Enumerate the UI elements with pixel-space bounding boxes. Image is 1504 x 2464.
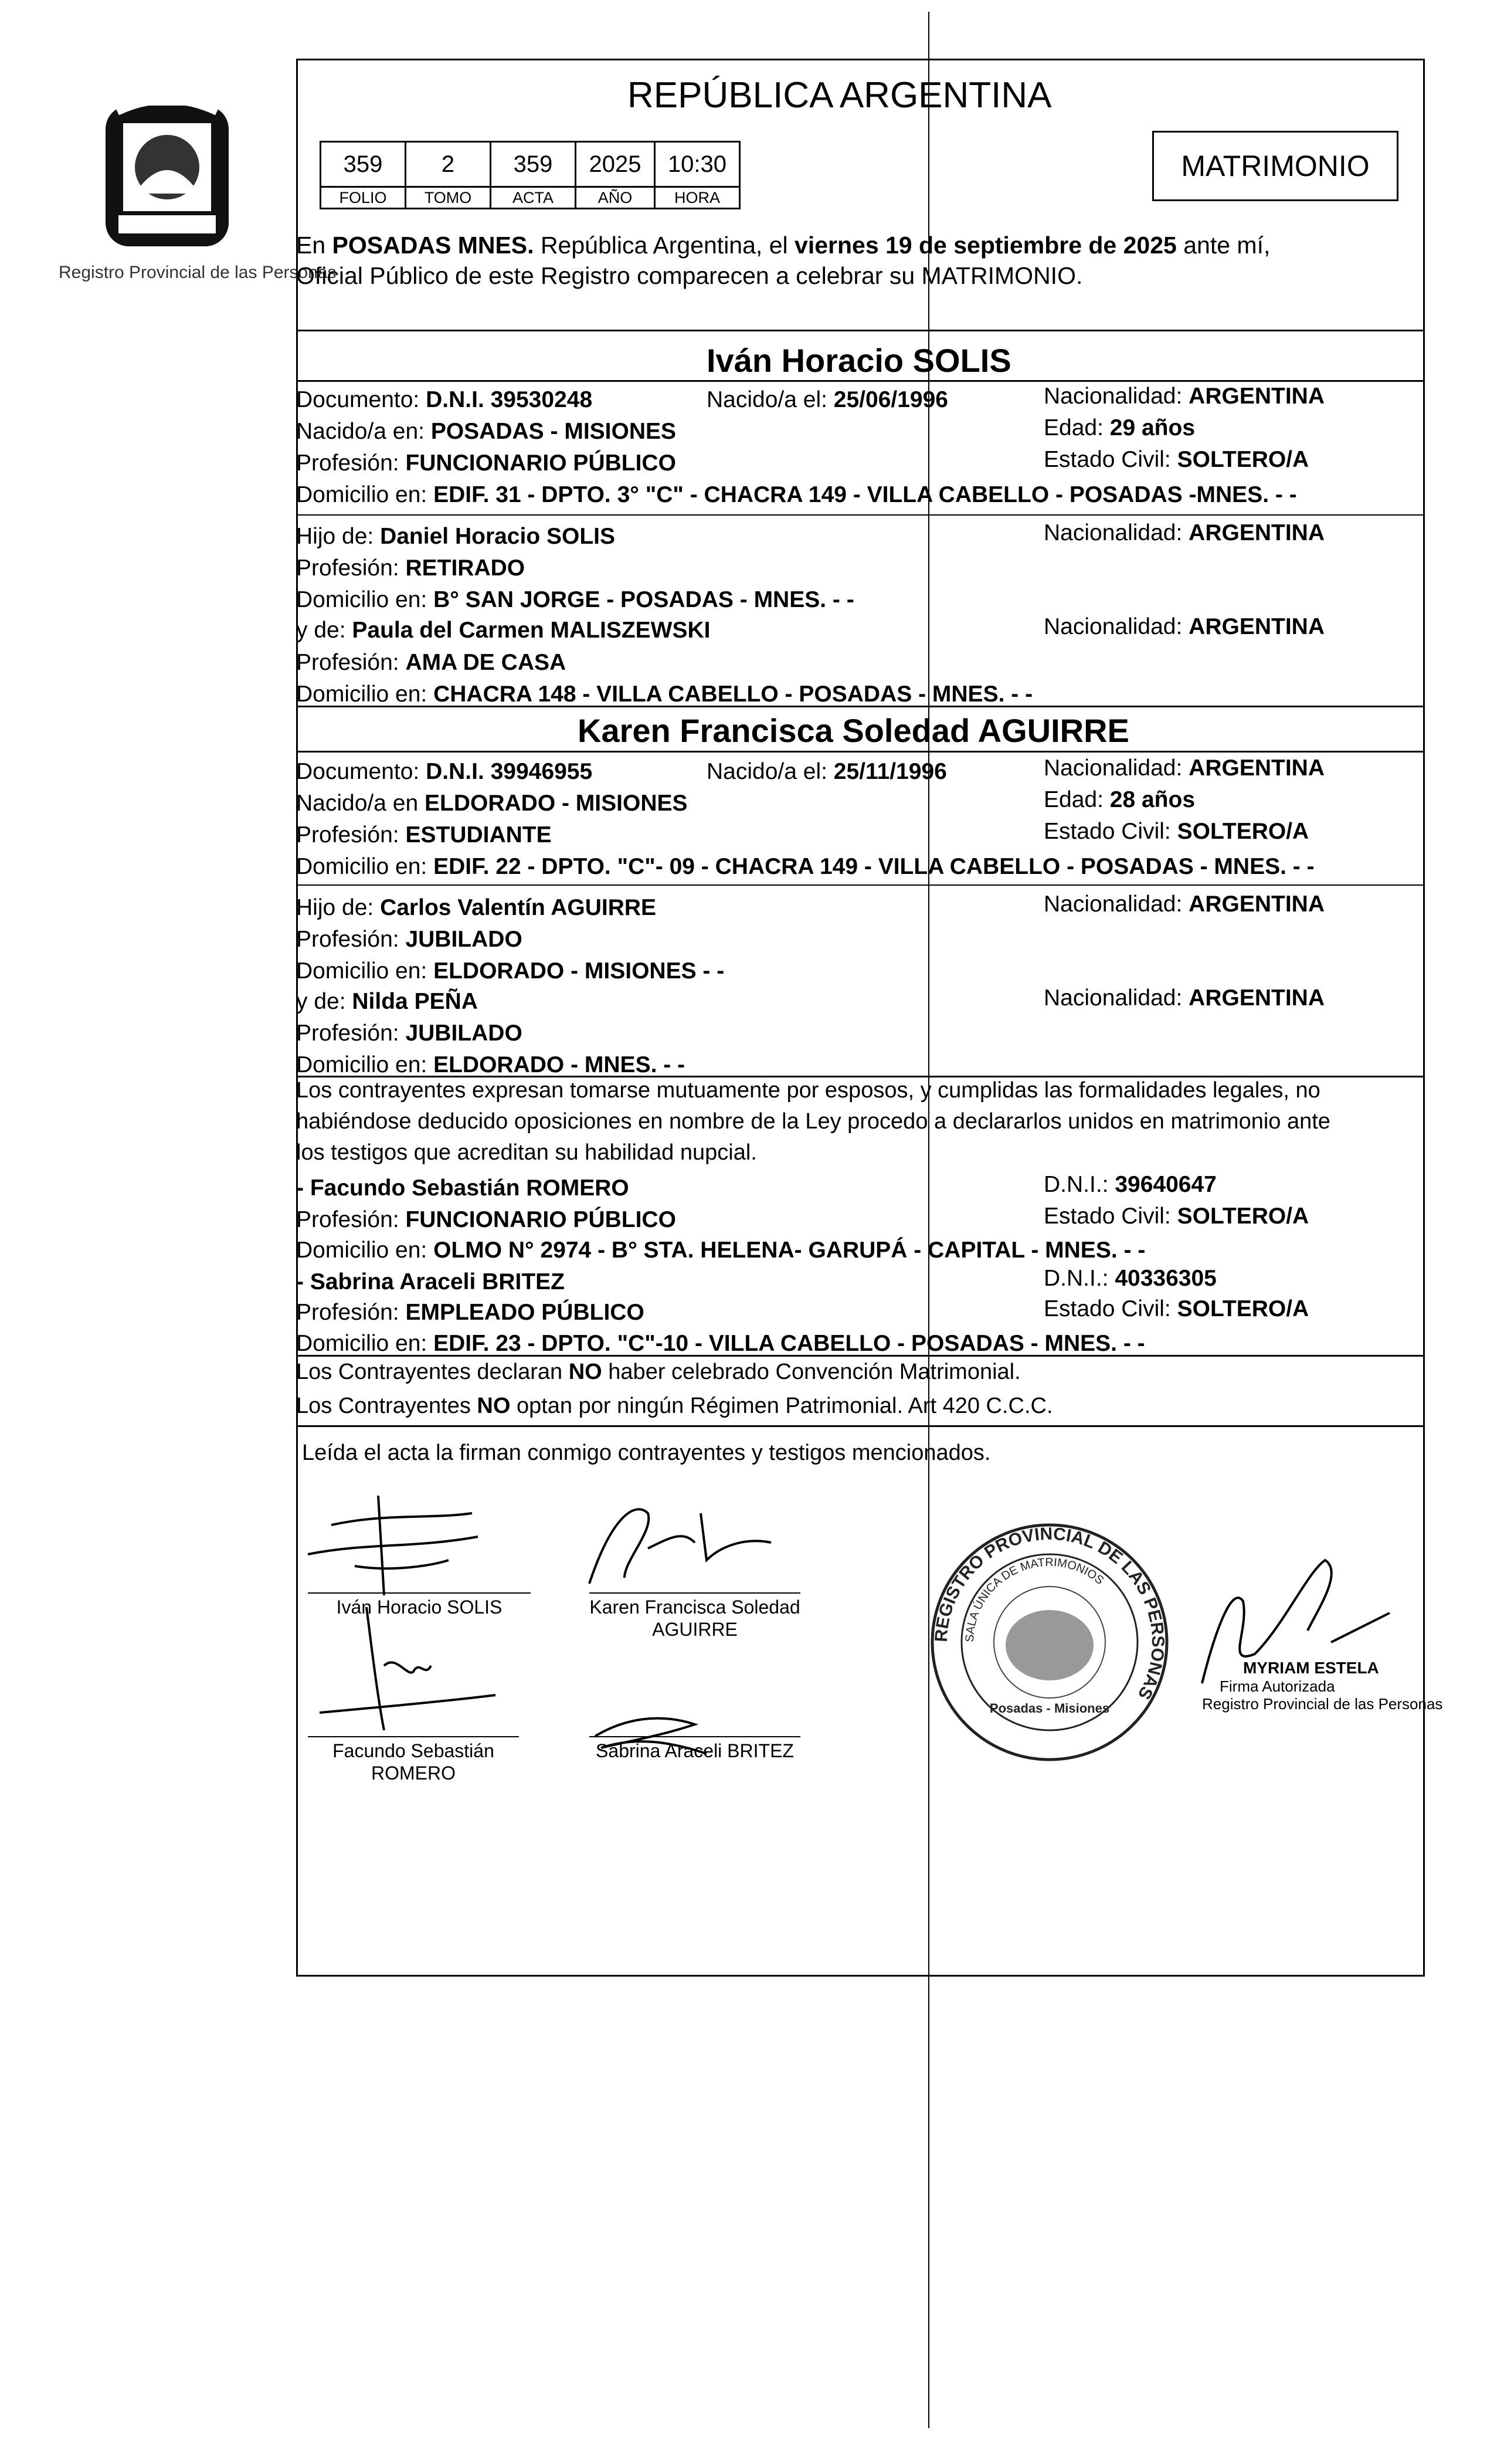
closing-statement: Leída el acta la firman conmigo contrayentes y testigos mencionados. — [302, 1441, 991, 1465]
witness2-civil-status: Estado Civil: SOLTERO/A — [1044, 1296, 1309, 1321]
groom-father: Hijo de: Daniel Horacio SOLIS — [296, 524, 616, 549]
stamp-inner-text: SALA ÚNICA DE MATRIMONIOS — [963, 1555, 1106, 1643]
groom-mother-nationality: Nacionalidad: ARGENTINA — [1044, 614, 1325, 639]
groom-father-nationality: Nacionalidad: ARGENTINA — [1044, 520, 1325, 545]
hora-label: HORA — [654, 186, 741, 209]
divider — [296, 330, 1425, 331]
folio-label: FOLIO — [320, 186, 406, 209]
acta-value: 359 — [490, 141, 576, 188]
bride-mother-nationality: Nacionalidad: ARGENTINA — [1044, 985, 1325, 1011]
groom-document: Documento: D.N.I. 39530248 — [296, 387, 593, 412]
groom-birthdate: Nacido/a el: 25/06/1996 — [707, 387, 948, 412]
signature-caption-bride-2: AGUIRRE — [652, 1619, 738, 1640]
witness2-profession: Profesión: EMPLEADO PÚBLICO — [296, 1300, 644, 1325]
divider — [296, 1076, 1425, 1077]
groom-mother: y de: Paula del Carmen MALISZEWSKI — [296, 618, 711, 643]
divider — [296, 514, 1425, 516]
record-type: MATRIMONIO — [1181, 150, 1370, 182]
official-stamp — [926, 1519, 1173, 1765]
witness1-dni: D.N.I.: 39640647 — [1044, 1172, 1217, 1197]
groom-civil-status: Estado Civil: SOLTERO/A — [1044, 447, 1309, 472]
intro-line-1: En POSADAS MNES. República Argentina, el viernes 19 de septiembre de 2025 ante mí, — [296, 232, 1271, 259]
signature-line-groom — [308, 1592, 531, 1594]
ano-value: 2025 — [575, 141, 656, 188]
bride-father-address: Domicilio en: ELDORADO - MISIONES - - — [296, 958, 725, 984]
groom-father-address: Domicilio en: B° SAN JORGE - POSADAS - MNES. - - — [296, 587, 854, 612]
official-name: MYRIAM ESTELA — [1243, 1659, 1379, 1677]
tomo-label: TOMO — [405, 186, 491, 209]
divider — [296, 1355, 1425, 1357]
bride-profession: Profesión: ESTUDIANTE — [296, 822, 552, 848]
bride-nationality: Nacionalidad: ARGENTINA — [1044, 755, 1325, 781]
declaration-line-3: los testigos que acreditan su habilidad nupcial. — [296, 1140, 757, 1165]
witness2-name: - Sabrina Araceli BRITEZ — [296, 1269, 565, 1294]
acta-label: ACTA — [490, 186, 576, 209]
groom-birthplace: Nacido/a en: POSADAS - MISIONES — [296, 419, 677, 444]
signature-line-witness2 — [589, 1736, 800, 1737]
bride-birthdate: Nacido/a el: 25/11/1996 — [707, 759, 947, 784]
groom-address: Domicilio en: EDIF. 31 - DPTO. 3° "C" - CHACRA 149 - VILLA CABELLO - POSADAS -MNES. - - — [296, 482, 1297, 507]
bride-mother: y de: Nilda PEÑA — [296, 989, 478, 1014]
divider — [296, 706, 1425, 707]
witness1-address: Domicilio en: OLMO N° 2974 - B° STA. HELENA- GARUPÁ - CAPITAL - MNES. - - — [296, 1238, 1146, 1263]
witness2-address: Domicilio en: EDIF. 23 - DPTO. "C"-10 - VILLA CABELLO - POSADAS - MNES. - - — [296, 1331, 1145, 1356]
signature-caption-bride-1: Karen Francisca Soledad — [589, 1597, 800, 1618]
folio-value: 359 — [320, 141, 406, 188]
declaration-line-1: Los contrayentes expresan tomarse mutuamente por esposos, y cumplidas las formalidades legales, no — [296, 1078, 1320, 1103]
witness1-name: - Facundo Sebastián ROMERO — [296, 1175, 629, 1201]
groom-father-profession: Profesión: RETIRADO — [296, 555, 525, 581]
bride-civil-status: Estado Civil: SOLTERO/A — [1044, 819, 1309, 844]
divider — [296, 751, 1425, 753]
divider — [296, 380, 1425, 382]
intro-line-2: Oficial Público de este Registro comparecen a celebrar su MATRIMONIO. — [296, 262, 1083, 289]
hora-value: 10:30 — [654, 141, 741, 188]
bride-mother-address: Domicilio en: ELDORADO - MNES. - - — [296, 1052, 685, 1077]
bride-father-profession: Profesión: JUBILADO — [296, 927, 522, 952]
groom-mother-profession: Profesión: AMA DE CASA — [296, 650, 566, 675]
bride-father-nationality: Nacionalidad: ARGENTINA — [1044, 892, 1325, 917]
bride-name: Karen Francisca Soledad AGUIRRE — [578, 712, 1129, 749]
signature-caption-groom: Iván Horacio SOLIS — [336, 1597, 503, 1618]
stamp-bottom-text: Posadas - Misiones — [989, 1701, 1110, 1716]
signature-line-witness1 — [308, 1736, 519, 1737]
groom-age: Edad: 29 años — [1044, 415, 1196, 440]
official-role-1: Firma Autorizada — [1220, 1677, 1335, 1695]
ano-label: AÑO — [575, 186, 656, 209]
witness2-dni: D.N.I.: 40336305 — [1044, 1266, 1217, 1291]
witness1-profession: Profesión: FUNCIONARIO PÚBLICO — [296, 1207, 676, 1232]
groom-mother-address: Domicilio en: CHACRA 148 - VILLA CABELLO - POSADAS - MNES. - - — [296, 682, 1033, 707]
divider — [296, 884, 1425, 886]
divider — [296, 1425, 1425, 1427]
registry-name: Registro Provincial de las Personas — [59, 263, 337, 282]
registry-logo — [82, 88, 252, 258]
bride-address: Domicilio en: EDIF. 22 - DPTO. "C"- 09 - CHACRA 149 - VILLA CABELLO - POSADAS - MNES. - - — [296, 854, 1315, 879]
groom-name: Iván Horacio SOLIS — [707, 342, 1011, 379]
groom-profession: Profesión: FUNCIONARIO PÚBLICO — [296, 450, 676, 476]
country-title: REPÚBLICA ARGENTINA — [627, 75, 1052, 116]
official-role-2: Registro Provincial de las Personas — [1202, 1695, 1443, 1713]
signature-caption-witness1-2: ROMERO — [371, 1763, 456, 1784]
bride-father: Hijo de: Carlos Valentín AGUIRRE — [296, 895, 657, 920]
record-type-box — [1152, 131, 1398, 201]
bride-age: Edad: 28 años — [1044, 787, 1196, 812]
stamp-ring-text: REGISTRO PROVINCIAL DE LAS PERSONAS — [931, 1524, 1168, 1703]
bride-document: Documento: D.N.I. 39946955 — [296, 759, 593, 784]
declaration-line-2: habiéndose deducido oposiciones en nombre de la Ley procedo a declararlos unidos en matrimonio ante — [296, 1109, 1330, 1134]
convention-line-1: Los Contrayentes declaran NO haber celebrado Convención Matrimonial. — [296, 1360, 1021, 1384]
witness1-civil-status: Estado Civil: SOLTERO/A — [1044, 1204, 1309, 1229]
convention-line-2: Los Contrayentes NO optan por ningún Régimen Patrimonial. Art 420 C.C.C. — [296, 1394, 1053, 1418]
bride-birthplace: Nacido/a en ELDORADO - MISIONES — [296, 791, 688, 816]
signature-caption-witness2: Sabrina Araceli BRITEZ — [596, 1740, 794, 1761]
groom-nationality: Nacionalidad: ARGENTINA — [1044, 384, 1325, 409]
signature-caption-witness1-1: Facundo Sebastián — [332, 1740, 494, 1761]
signature-line-bride — [589, 1592, 800, 1594]
bride-mother-profession: Profesión: JUBILADO — [296, 1021, 522, 1046]
tomo-value: 2 — [405, 141, 491, 188]
